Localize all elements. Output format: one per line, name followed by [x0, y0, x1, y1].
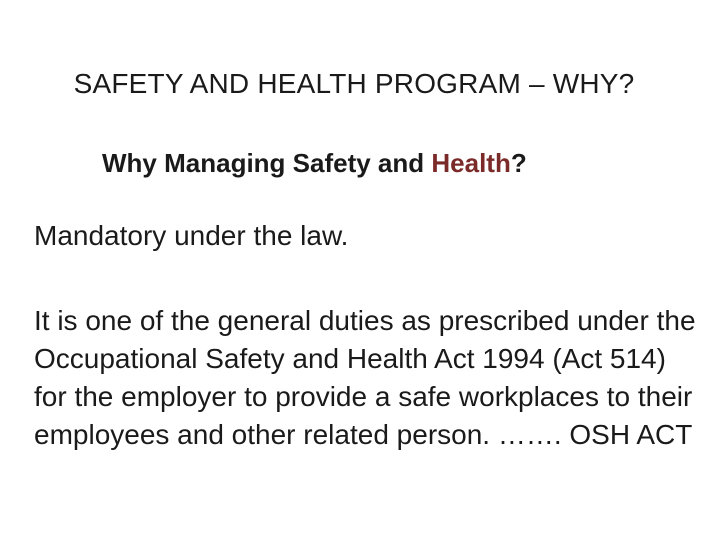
- paragraph-mandatory: Mandatory under the law.: [34, 220, 349, 251]
- subtitle-text: Why Managing Safety and: [102, 148, 432, 178]
- slide-title: SAFETY AND HEALTH PROGRAM – WHY?: [73, 68, 635, 99]
- subtitle-highlight: Health: [431, 148, 511, 178]
- subtitle-question-mark: ?: [510, 148, 527, 178]
- paragraph-general-duties: It is one of the general duties as prescribed under the Occupational Safety and Health Act 1994 (Act 514) for the employer to provide a safe workplaces to their employees and other related person. ……. OSH ACT: [34, 305, 696, 450]
- slide-subtitle: [102, 148, 527, 179]
